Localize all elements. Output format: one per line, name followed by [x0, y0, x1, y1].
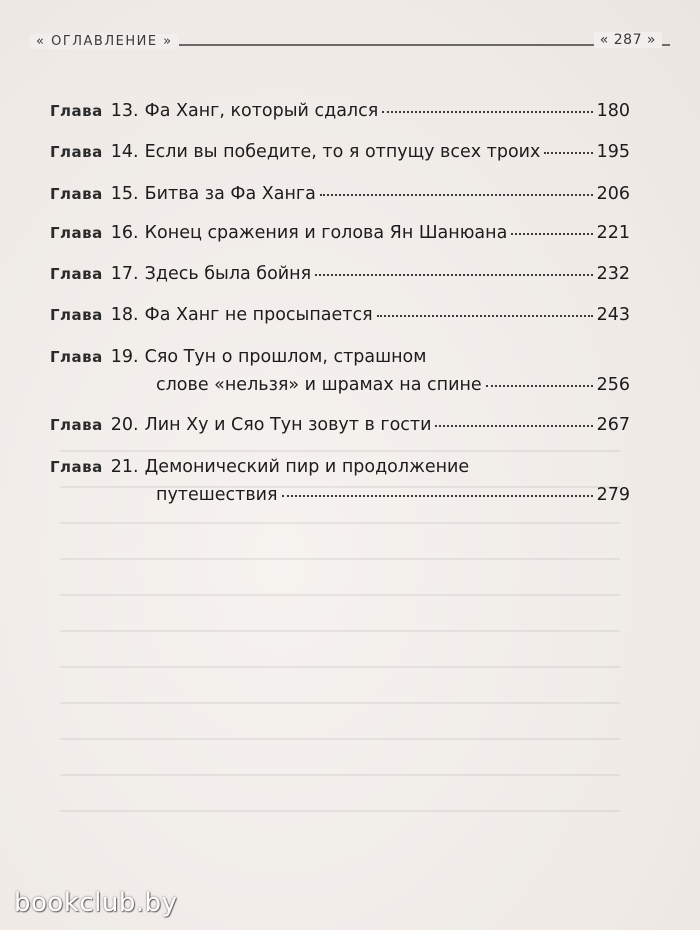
chapter-label: Глава	[50, 224, 103, 242]
toc-entry-21	[50, 456, 630, 506]
chapter-title: Конец сражения и голова Ян Шанюана	[144, 223, 508, 243]
toc-entry-16	[50, 222, 630, 244]
header-page-number: « 287 »	[594, 32, 662, 48]
page-number: 279	[596, 485, 630, 505]
dot-leader	[282, 495, 593, 497]
chapter-label: Глава	[50, 348, 103, 366]
chapter-label: Глава	[50, 458, 103, 476]
chapter-label: Глава	[50, 265, 103, 283]
chapter-label: Глава	[50, 416, 103, 434]
chapter-number: 20.	[110, 415, 139, 435]
chapter-label: Глава	[50, 306, 103, 324]
chapter-number: 21.	[110, 457, 139, 477]
toc-entry-18	[50, 304, 630, 326]
chapter-title: Лин Ху и Сяо Тун зовут в гости	[144, 415, 432, 435]
page-number: 206	[596, 184, 630, 204]
dot-leader	[382, 111, 592, 113]
dot-leader	[315, 274, 592, 276]
page-number: 195	[596, 142, 630, 162]
dot-leader	[544, 152, 592, 154]
chapter-title: Фа Ханг не просыпается	[144, 305, 373, 325]
chapter-title-continuation: путешествия	[156, 485, 278, 505]
page-number: 221	[596, 223, 630, 243]
site-watermark: bookclub.by	[14, 888, 178, 918]
toc-entry-13	[50, 100, 630, 122]
chapter-title: Фа Ханг, который сдался	[144, 101, 379, 121]
chapter-title: Сяо Тун о прошлом, страшном	[144, 347, 427, 367]
page-number: 232	[596, 264, 630, 284]
chapter-number: 13.	[110, 101, 139, 121]
dot-leader	[377, 315, 593, 317]
toc-entry-15	[50, 183, 630, 205]
toc-entry-14	[50, 141, 630, 163]
toc-entry-19	[50, 346, 630, 396]
show-through-text	[60, 450, 620, 870]
chapter-label: Глава	[50, 185, 103, 203]
chapter-number: 18.	[110, 305, 139, 325]
page-number: 180	[596, 101, 630, 121]
chapter-number: 16.	[110, 223, 139, 243]
header-title: « ОГЛАВЛЕНИЕ »	[30, 34, 179, 49]
dot-leader	[511, 233, 592, 235]
page-number: 256	[596, 375, 630, 395]
dot-leader	[486, 385, 593, 387]
dot-leader	[435, 425, 592, 427]
page-number: 267	[596, 415, 630, 435]
page-number: 243	[596, 305, 630, 325]
chapter-number: 19.	[110, 347, 139, 367]
chapter-number: 15.	[110, 184, 139, 204]
chapter-title: Битва за Фа Ханга	[144, 184, 316, 204]
toc-entry-20	[50, 414, 630, 436]
chapter-label: Глава	[50, 102, 103, 120]
dot-leader	[320, 194, 593, 196]
toc-entry-17	[50, 263, 630, 285]
chapter-title: Демонический пир и продолжение	[144, 457, 470, 477]
chapter-number: 17.	[110, 264, 139, 284]
chapter-title-continuation: слове «нельзя» и шрамах на спине	[156, 375, 482, 395]
chapter-title: Здесь была бойня	[144, 264, 312, 284]
chapter-label: Глава	[50, 143, 103, 161]
running-header	[0, 30, 700, 60]
chapter-title: Если вы победите, то я отпущу всех троих	[144, 142, 541, 162]
chapter-number: 14.	[110, 142, 139, 162]
